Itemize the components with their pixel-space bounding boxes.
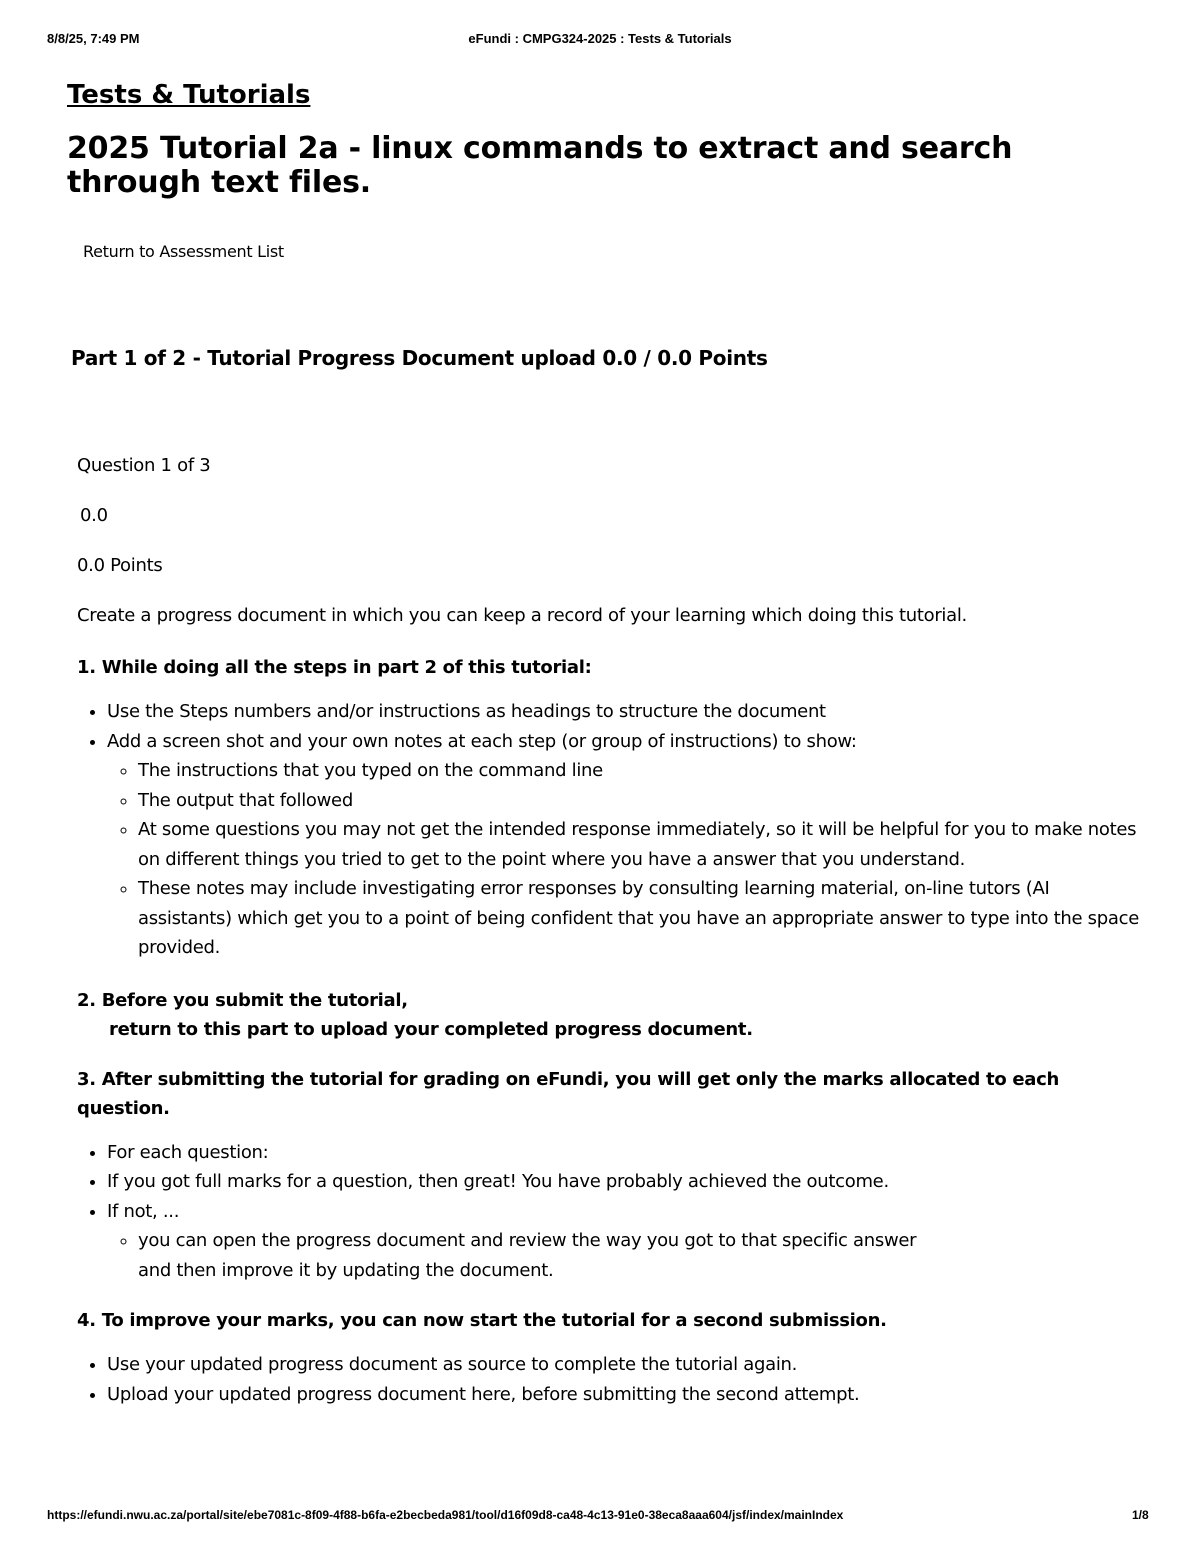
print-page-title: eFundi : CMPG324-2025 : Tests & Tutorials [468, 31, 732, 46]
subitem-line1: you can open the progress document and review the way you got to that specific answer [138, 1230, 917, 1251]
section4-list [77, 1350, 1147, 1409]
print-datetime: 8/8/25, 7:49 PM [47, 31, 140, 46]
list-item-text: If not, ... [107, 1200, 180, 1222]
print-footer [0, 1508, 1200, 1528]
section1-list [77, 697, 1147, 963]
print-url: https://efundi.nwu.ac.za/portal/site/ebe7081c-8f09-4f88-b6fa-e2becbeda981/tool/d16f09d8-ca48-4c13-91e0-38eca8aaa604/jsf/index/mainIndex [47, 1508, 844, 1522]
section1-sublist [107, 756, 1147, 963]
question-number: Question 1 of 3 [77, 455, 211, 476]
list-item: ◦ The instructions that you typed on the command line [138, 756, 1147, 786]
print-header [0, 31, 1200, 51]
question-intro: Create a progress document in which you can keep a record of your learning which doing this tutorial. [77, 605, 967, 626]
question-points: 0.0 Points [77, 555, 163, 576]
section4-heading: 4. To improve your marks, you can now start the tutorial for a second submission. [77, 1310, 887, 1331]
list-item: ◦ These notes may include investigating error responses by consulting learning material, on-line tutors (AI assistants) which get you to a point of being confident that you have an appropriate answer to type into the space provided. [138, 874, 1147, 963]
page-title: 2025 Tutorial 2a - linux commands to extract and search through text files. [67, 131, 1013, 200]
print-page-indicator: 1/8 [1132, 1508, 1149, 1522]
return-to-assessment-list-link[interactable]: Return to Assessment List [83, 242, 284, 261]
list-item [107, 1197, 1147, 1286]
section1-heading: 1. While doing all the steps in part 2 of this tutorial: [77, 657, 592, 678]
section3-sublist [107, 1226, 1147, 1285]
question-score: 0.0 [80, 505, 108, 526]
part-title: Part 1 of 2 - Tutorial Progress Document upload 0.0 / 0.0 Points [71, 346, 768, 370]
section3-list [77, 1138, 1147, 1286]
list-item: ◦ The output that followed [138, 786, 1147, 816]
section2-heading-line2: return to this part to upload your completed progress document. [109, 1018, 753, 1040]
list-item [138, 1226, 1147, 1285]
list-item: • If you got full marks for a question, then great! You have probably achieved the outcome. [107, 1167, 1147, 1197]
section2-heading-line1: 2. Before you submit the tutorial, [77, 989, 408, 1011]
main-content [67, 78, 1147, 1409]
list-item: ◦ At some questions you may not get the intended response immediately, so it will be helpful for you to make notes on different things you tried to get to the point where you have a answer that you understand. [138, 815, 1147, 874]
list-item: • Upload your updated progress document here, before submitting the second attempt. [107, 1380, 1147, 1410]
question-block [77, 453, 1147, 1409]
subitem-line2: and then improve it by updating the document. [138, 1259, 554, 1281]
section3-heading: 3. After submitting the tutorial for grading on eFundi, you will get only the marks allocated to each question. [77, 1068, 1059, 1119]
list-item [107, 727, 1147, 963]
breadcrumb-tests-tutorials[interactable]: Tests & Tutorials [67, 80, 311, 110]
list-item: • For each question: [107, 1138, 1147, 1168]
list-item: • Use the Steps numbers and/or instructions as headings to structure the document [107, 697, 1147, 727]
list-item-text: Add a screen shot and your own notes at each step (or group of instructions) to show: [107, 730, 857, 752]
list-item: • Use your updated progress document as source to complete the tutorial again. [107, 1350, 1147, 1380]
